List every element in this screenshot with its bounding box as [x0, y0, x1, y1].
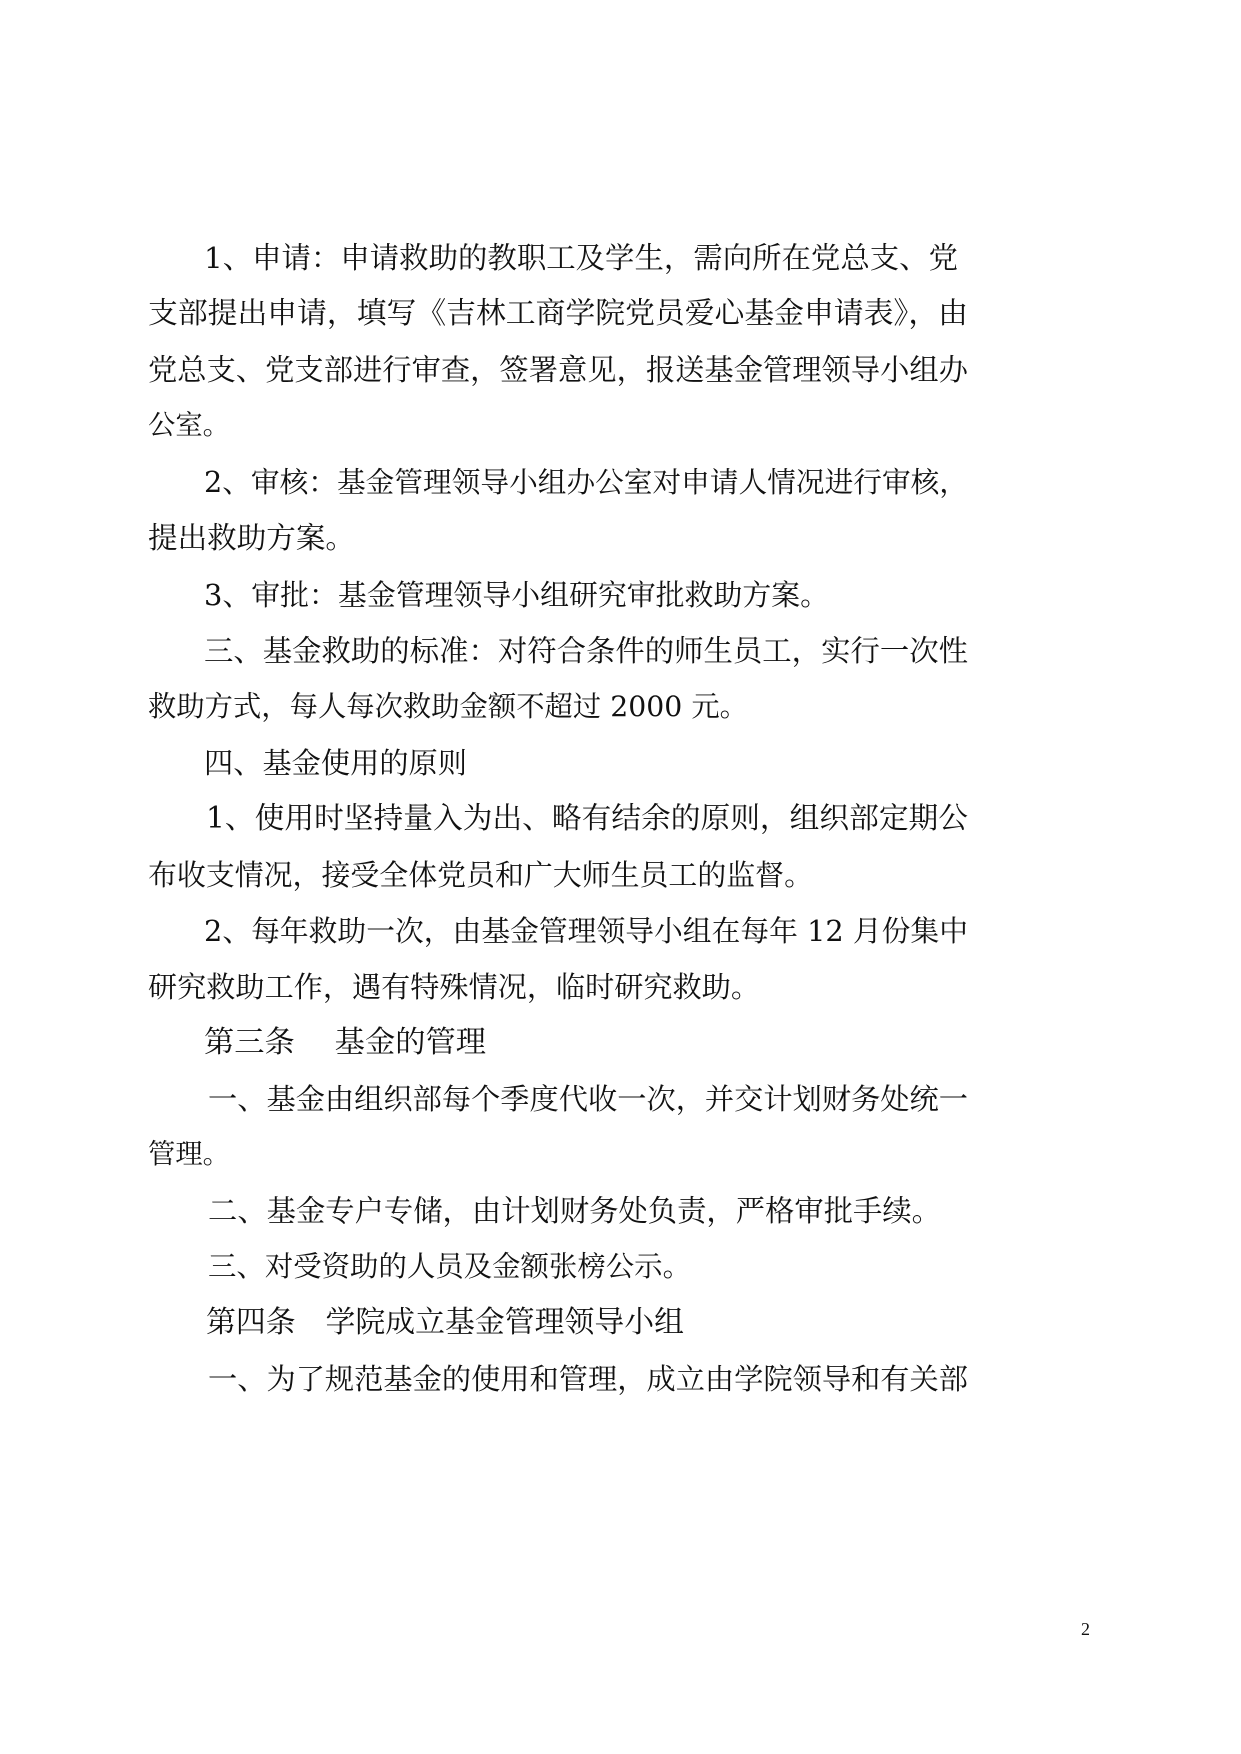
body-line	[0, 575, 1241, 615]
body-line	[0, 855, 1241, 895]
body-line	[0, 743, 1241, 783]
body-line	[0, 631, 1241, 671]
page-number: 2	[1081, 1619, 1090, 1639]
line-text: 一、为了规范基金的使用和管理，成立由学院领导和有关部	[208, 1362, 968, 1396]
line-text: 二、基金专户专储，由计划财务处负责，严格审批手续。	[208, 1194, 941, 1228]
body-line	[0, 1247, 1241, 1287]
body-line	[0, 406, 1241, 446]
body-line	[0, 687, 1241, 727]
line-text: 研究救助工作，遇有特殊情况，临时研究救助。	[148, 970, 760, 1004]
body-line	[0, 799, 1241, 839]
line-text: 1、申请：申请救助的教职工及学生，需向所在党总支、党	[204, 241, 958, 275]
line-text: 2、审核：基金管理领导小组办公室对申请人情况进行审核，	[204, 465, 968, 499]
line-text: 管理。	[148, 1139, 230, 1170]
body-line	[0, 1191, 1241, 1231]
line-text: 提出救助方案。	[148, 521, 355, 555]
line-text: 四、基金使用的原则	[204, 746, 467, 780]
line-text: 布收支情况，接受全体党员和广大师生员工的监督。	[148, 858, 813, 892]
line-text: 党总支、党支部进行审查，签署意见，报送基金管理领导小组办	[148, 353, 968, 387]
body-line	[0, 238, 1241, 278]
section-heading	[0, 1303, 1241, 1343]
body-line	[0, 1359, 1241, 1399]
heading-text: 第三条 基金的管理	[204, 1025, 486, 1060]
line-text: 2、每年救助一次，由基金管理领导小组在每年 12 月份集中	[204, 914, 968, 948]
line-text: 公室。	[148, 410, 230, 441]
body-line	[0, 294, 1241, 334]
heading-text: 第四条 学院成立基金管理领导小组	[206, 1305, 684, 1340]
line-text: 三、对受资助的人员及金额张榜公示。	[208, 1250, 691, 1283]
line-text: 1、使用时坚持量入为出、略有结余的原则，组织部定期公	[206, 801, 968, 836]
body-line	[0, 350, 1241, 390]
body-line	[0, 518, 1241, 558]
section-heading	[0, 1023, 1241, 1063]
line-text: 支部提出申请，填写《吉林工商学院党员爱心基金申请表》，由	[148, 296, 968, 331]
body-line	[0, 462, 1241, 502]
body-line	[0, 967, 1241, 1007]
line-text: 一、基金由组织部每个季度代收一次，并交计划财务处统一	[208, 1082, 968, 1116]
line-text: 3、审批：基金管理领导小组研究审批救助方案。	[204, 578, 829, 612]
body-line	[0, 911, 1241, 951]
line-text: 三、基金救助的标准：对符合条件的师生员工，实行一次性	[204, 634, 968, 668]
line-text: 救助方式，每人每次救助金额不超过 2000 元。	[148, 690, 748, 723]
body-line	[0, 1079, 1241, 1119]
body-line	[0, 1135, 1241, 1175]
